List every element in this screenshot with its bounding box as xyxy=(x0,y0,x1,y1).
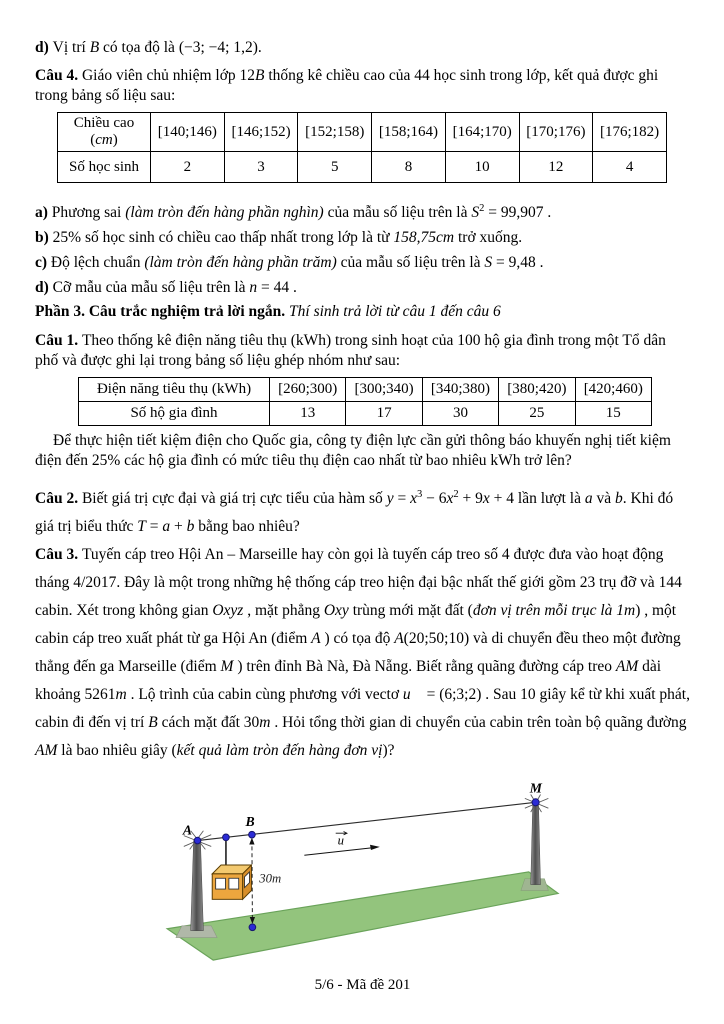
right-pole xyxy=(531,806,541,885)
text-segment: Vị trí xyxy=(52,39,90,56)
table-header-cell: Số học sinh xyxy=(58,152,151,183)
table-cell: 3 xyxy=(224,152,298,183)
text-segment: Cỡ mẫu của mẫu số liệu trên là xyxy=(52,279,250,297)
text-segment: ) , một cabin cáp treo xuất phát từ ga Hội An (điểm xyxy=(35,602,677,648)
table-cell: [146;152) xyxy=(224,113,298,152)
text-segment: b xyxy=(186,518,195,536)
text-segment: = 9,48 . xyxy=(492,254,544,272)
text-segment: . Lộ trình của cabin cùng phương với vectơ xyxy=(126,686,403,704)
text-segment: = xyxy=(145,518,163,536)
label-M: M xyxy=(529,780,542,796)
table-cell: 2 xyxy=(151,152,225,183)
table-cell: 10 xyxy=(445,152,519,183)
text-segment: − 6 xyxy=(422,490,447,508)
text-segment: Để thực hiện tiết kiệm điện cho Quốc gia, công ty điện lực cần gửi thông báo khuyến nghị tiết kiệm điện đến 25% các hộ gia đình có mức tiêu thụ điện cao nhất từ bao nhiêu kWh trở lên? xyxy=(35,432,671,470)
text-segment: (làm tròn đến hàng phần nghìn) xyxy=(125,204,324,222)
text-segment: A xyxy=(311,630,321,648)
text-segment: d) xyxy=(35,279,53,297)
text-segment: Câu 4. xyxy=(35,67,82,84)
text-segment: AM xyxy=(615,658,639,676)
vector-u-letter: u xyxy=(337,833,345,848)
text-segment: x xyxy=(446,490,454,508)
table-header-cell: Điện năng tiêu thụ (kWh) xyxy=(79,378,270,402)
text-segment: c) xyxy=(35,254,51,272)
question-3 xyxy=(35,541,690,765)
table-row xyxy=(79,402,652,426)
text-segment: m xyxy=(259,714,271,732)
text-segment: Tuyến cáp treo Hội An – Marseille hay còn gọi là tuyến cáp treo số 4 được đưa vào hoạt động tháng 4/2017. Đây là một trong những hệ thống cáp treo hiện đại bậc nhất thế giới gồm 23 trụ đỡ và 144 cabin. Xét trong không gian xyxy=(35,546,682,620)
table-cell: [300;340) xyxy=(346,378,422,402)
text-segment: trở xuống. xyxy=(454,229,523,247)
question-1-followup xyxy=(35,431,690,471)
text-segment: = (6;3;2) . Sau 10 giây kể từ khi xuất phát, cabin đi đến vị trí xyxy=(35,686,690,732)
vector-u-label xyxy=(336,832,347,848)
question-2 xyxy=(35,481,690,541)
text-segment: (20;50;10) và di chuyển đều theo một đường thẳng đến ga Marseille (điểm xyxy=(35,630,681,676)
point-A xyxy=(194,838,201,845)
text-segment: )? xyxy=(382,742,395,760)
text-segment: ) xyxy=(112,132,118,148)
text-segment: Biết giá trị cực đại và giá trị cực tiểu của hàm số xyxy=(81,490,387,508)
text-segment: 2 xyxy=(453,489,459,501)
text-segment: Giáo viên chủ nhiệm lớp 12 xyxy=(81,67,256,84)
text-segment: B xyxy=(255,67,265,84)
text-segment: ) có tọa độ xyxy=(320,630,395,648)
table-cell: [380;420) xyxy=(499,378,575,402)
text-segment: kết quả làm tròn đến hàng đơn vị xyxy=(176,742,383,760)
text-segment: b xyxy=(615,490,623,508)
statement-d xyxy=(35,277,690,298)
text-segment: + 4 lần lượt là xyxy=(489,490,585,508)
text-segment: S xyxy=(471,204,480,222)
text-segment: Oxy xyxy=(323,602,349,620)
text-segment: x xyxy=(482,490,490,508)
text-segment: Thí sinh trả lời từ câu 1 đến câu 6 xyxy=(289,303,501,321)
height-frequency-table xyxy=(57,112,667,183)
text-segment: 2 xyxy=(479,203,485,214)
text-segment: Câu 2. xyxy=(35,490,82,508)
text-segment: A xyxy=(394,630,404,648)
cabin-window-right xyxy=(229,879,239,890)
text-segment: a xyxy=(584,490,593,508)
table-header-cell: Số hộ gia đình xyxy=(79,402,270,426)
cable-car-diagram xyxy=(140,769,600,965)
text-segment: Độ lệch chuẩn xyxy=(50,254,145,272)
text-segment: a) xyxy=(35,204,52,222)
question-4-intro xyxy=(35,66,690,106)
point-hanger xyxy=(223,834,230,841)
statement-c xyxy=(35,252,690,273)
text-segment: = 44 . xyxy=(257,279,297,297)
section-3-heading xyxy=(35,302,690,322)
left-pole xyxy=(191,841,204,931)
cabin-window-left xyxy=(216,879,226,890)
vector-u-arrow xyxy=(304,848,376,856)
text-segment: . Hỏi tổng thời gian di chuyển của cabin trên toàn bộ quãng đường xyxy=(270,714,687,732)
text-segment: a xyxy=(162,518,171,536)
table-row xyxy=(79,378,652,402)
text-segment: của mẫu số liệu trên là xyxy=(336,254,485,272)
text-segment: AM xyxy=(35,742,58,760)
text-segment: thống kê chiều cao của 44 học sinh trong lớp, kết quả được ghi trong bảng số liệu sau: xyxy=(35,67,659,104)
text-segment: bằng bao nhiêu? xyxy=(194,518,300,536)
table-cell: 8 xyxy=(372,152,446,183)
text-segment: cm xyxy=(95,132,113,148)
text-segment: y xyxy=(386,490,394,508)
text-segment: có tọa độ là xyxy=(99,39,179,56)
statement-b xyxy=(35,227,690,248)
text-segment: Theo thống kê điện năng tiêu thụ (kWh) trong sinh hoạt của 100 hộ gia đình trong một Tổ dân phố và được ghi lại trong bảng số liệu ghép nhóm như sau: xyxy=(35,332,666,370)
text-segment: u⃗ xyxy=(402,686,423,704)
text-segment: Câu 3. xyxy=(35,546,82,564)
table-cell: [152;158) xyxy=(298,113,372,152)
table-cell: 17 xyxy=(346,402,422,426)
text-segment: 25% số học sinh có chiều cao thấp nhất trong lớp là từ xyxy=(52,229,394,247)
text-segment: của mẫu số liệu trên là xyxy=(323,204,472,222)
text-segment: S xyxy=(484,254,493,272)
text-segment: = xyxy=(393,490,411,508)
text-segment: ( xyxy=(90,132,96,148)
text-segment: = 99,907 . xyxy=(484,204,552,222)
question-1-intro xyxy=(35,331,690,371)
text-segment: + 9 xyxy=(458,490,483,508)
cable-car-figure xyxy=(140,769,610,965)
label-B: B xyxy=(245,814,255,830)
text-segment: m xyxy=(115,686,127,704)
vector-u-arrowhead xyxy=(370,845,380,850)
text-segment: (làm tròn đến hàng phần trăm) xyxy=(144,254,337,272)
table-cell: [176;182) xyxy=(593,113,667,152)
text-segment: ) trên đỉnh Bà Nà, Đà Nẵng. Biết rằng quãng đường cáp treo xyxy=(233,658,616,676)
table-header-line2 xyxy=(60,132,148,149)
table-header-cell xyxy=(58,113,151,152)
text-segment: Câu 1. xyxy=(35,332,82,350)
table-cell: 30 xyxy=(422,402,498,426)
statement-d-prev-question xyxy=(35,38,690,58)
text-segment: Phương sai xyxy=(51,204,126,222)
table-cell: 13 xyxy=(270,402,346,426)
text-segment: và xyxy=(592,490,615,508)
table-cell: [260;300) xyxy=(270,378,346,402)
label-A: A xyxy=(182,822,192,838)
table-row xyxy=(58,152,667,183)
table-cell: [140;146) xyxy=(151,113,225,152)
table-cell: [158;164) xyxy=(372,113,446,152)
table-cell: 4 xyxy=(593,152,667,183)
text-segment: , mặt phẳng xyxy=(243,602,324,620)
electricity-frequency-table xyxy=(78,377,652,426)
point-M xyxy=(532,799,539,806)
table-cell: 12 xyxy=(519,152,593,183)
table-cell: 5 xyxy=(298,152,372,183)
text-segment: B xyxy=(89,39,100,56)
table-cell: 25 xyxy=(499,402,575,426)
text-segment: . xyxy=(257,39,262,56)
text-segment: n xyxy=(249,279,258,297)
cabin xyxy=(212,865,251,899)
text-segment: d) xyxy=(35,39,53,56)
text-segment: b) xyxy=(35,229,53,247)
point-B xyxy=(249,832,256,839)
table-cell: [340;380) xyxy=(422,378,498,402)
height-arrow-up xyxy=(249,838,254,845)
text-segment: + xyxy=(170,518,187,536)
text-segment: cách mặt đất 30 xyxy=(157,714,260,732)
text-segment: . Khi đó giá trị biểu thức xyxy=(35,490,674,536)
text-segment: M xyxy=(220,658,234,676)
text-segment: 3 xyxy=(416,489,423,501)
table-cell: [170;176) xyxy=(519,113,593,152)
statement-a xyxy=(35,198,690,223)
table-cell: [420;460) xyxy=(575,378,651,402)
text-segment: Oxyz xyxy=(212,602,244,620)
text-segment: 158,75cm xyxy=(393,229,455,247)
text-segment: (−3; −4; 1,2) xyxy=(178,39,258,56)
label-30m: 30m xyxy=(259,871,282,886)
text-segment: là bao nhiêu giây ( xyxy=(57,742,177,760)
text-segment: đơn vị trên mỗi trục là 1m xyxy=(472,602,636,620)
table-cell: [164;170) xyxy=(445,113,519,152)
page-footer: 5/6 - Mã đề 201 xyxy=(314,977,411,994)
text-segment: B xyxy=(148,714,158,732)
text-segment: Phần 3. Câu trắc nghiệm trả lời ngắn. xyxy=(35,303,290,321)
table-header-line1: Chiều cao xyxy=(73,115,135,131)
text-segment: x xyxy=(410,490,417,508)
point-B-ground xyxy=(249,924,256,931)
table-cell: 15 xyxy=(575,402,651,426)
text-segment: T xyxy=(137,518,146,536)
table-row xyxy=(58,113,667,152)
text-segment: trùng mới mặt đất ( xyxy=(348,602,473,620)
text-segment: dài khoảng 5261 xyxy=(35,658,662,704)
